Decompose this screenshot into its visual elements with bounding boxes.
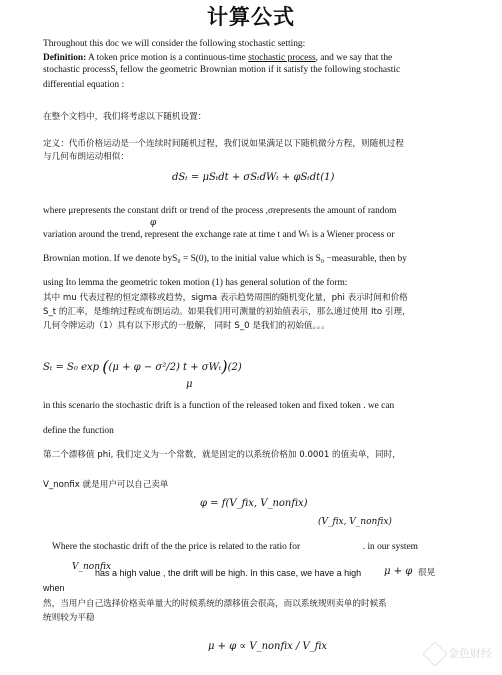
explanation-line-1: where μrepresents the constant drift or trend of the process ,σrepresents the amount of random <box>43 206 397 216</box>
explanation-paragraph <box>43 200 440 296</box>
chinese-explanation-line-2: S_t 的汇率，是维纳过程或布朗运动。如果我们用可测量的初始值表示，那么通过使用 Ito 引理， <box>43 307 411 318</box>
mu-plus-phi: μ + φ <box>384 566 413 577</box>
vnonfix-symbol: V_nonfix <box>72 562 112 572</box>
phi-symbol: φ <box>150 218 157 228</box>
definition-line-3: differential equation : <box>43 79 125 90</box>
equation-4: μ + φ ∝ V_nonfix / V_fix <box>208 641 328 652</box>
ratio-text-b: . in our system <box>362 542 418 552</box>
watermark-logo-icon <box>422 641 447 666</box>
watermark-text: 金色财经 <box>448 646 492 660</box>
equation-1: dSₜ = μSₜdt + σSₜdWₜ + φSₜdt(1) <box>172 172 335 183</box>
ratio-paragraph <box>52 541 440 553</box>
chinese-definition <box>43 138 440 165</box>
high-value-text: has a high value , the drift will be high. In this case, we have a high <box>95 568 362 578</box>
watermark <box>426 645 492 663</box>
page-title: 计算公式 <box>207 5 295 29</box>
intro-paragraph: Throughout this doc we will consider the following stochastic setting: <box>43 39 306 49</box>
chinese-intro: 在整个文档中，我们将考虑以下随机设置： <box>43 112 207 122</box>
chinese-drift: 第二个漂移值 phi, 我们定义为一个常数，就是固定的以系统价格加 0.0001 的值卖单，同时， <box>43 450 401 460</box>
definition-line-2: stochastic processS <box>43 65 116 76</box>
explanation-line-2: variation around the trend, represent the exchange rate at time t and Wₜ is a Wiener process or <box>43 229 395 240</box>
definition-line-2b: fellow the geometric Brownian motion if it satisfy the following stochastic <box>117 65 401 76</box>
chinese-definition-line-1: 定义：代币价格运动是一个连续时间随机过程，我们说如果满足以下随机微分方程，则随机过程 <box>43 139 404 149</box>
chinese-definition-line-2: 与几何布朗运动相似： <box>43 152 129 163</box>
explanation-line-3: Brownian motion. If we denote byS₀ = S(0), to the initial value which is S₀ −measurable, then by <box>43 253 407 264</box>
chinese-explanation-line-3: 几何令牌运动（1）具有以下形式的一般解， 同时 S_0 是我们的初始值。。。 <box>43 321 330 332</box>
chinese-vnonfix: V_nonfix 就是用户可以自己卖单 <box>43 480 169 490</box>
definition-label: Definition: <box>43 53 87 63</box>
chinese-conclusion-line-1: 然，当用户自己选择价格卖单量大的时候系统的漂移值会很高，而以系统规则卖单的时候系 <box>43 599 387 609</box>
drift-line-1: in this scenario the stochastic drift is a function of the released token and fixed token . we can <box>43 401 395 411</box>
equation-2-body: (μ + φ − σ²/2) t + σWₜ <box>108 362 222 373</box>
ratio-text-a: Where the stochastic drift of the the price is related to the ratio for <box>52 542 301 552</box>
equation-2-lhs: Sₜ = S₀ exp <box>43 362 100 373</box>
equation-2-mu: μ <box>186 379 193 390</box>
chinese-explanation <box>43 291 440 334</box>
when-text: when <box>43 583 65 593</box>
definition-paragraph: Definition: A token price motion is a continuous-time stochastic process, and we say that the stochastic processS$_t$ fellow the geometric Brownian motion if it satisfy the following stochastic differential equation : <box>43 52 440 91</box>
chinese-very: 很晃 <box>418 568 436 578</box>
explanation-line-4: using Ito lemma the geometric token motion (1) has general solution of the form: <box>43 277 348 288</box>
drift-paragraph <box>43 394 440 445</box>
equation-2-number: (2) <box>227 362 242 373</box>
definition-text-a: A token price motion is a continuous-time <box>86 53 246 63</box>
chinese-conclusion <box>43 598 440 626</box>
drift-line-2: define the function <box>43 426 114 437</box>
definition-text-b: , and we say that the <box>315 53 393 63</box>
equation-2: Sₜ = S₀ exp ((μ + φ − σ²/2) t + σWₜ)(2) <box>43 357 242 376</box>
equation-3: φ = f(V_fix, V_nonfix) <box>200 498 308 509</box>
chinese-explanation-line-1: 其中 mu 代表过程的恒定漂移或趋势，sigma 表示趋势周围的随机变化量，phi 表示时间和价格 <box>43 293 408 303</box>
chinese-conclusion-line-2: 统则较为平稳 <box>43 612 95 623</box>
equation-3-args: (V_fix, V_nonfix) <box>318 517 392 527</box>
stochastic-process-link[interactable]: stochastic process <box>248 53 316 63</box>
